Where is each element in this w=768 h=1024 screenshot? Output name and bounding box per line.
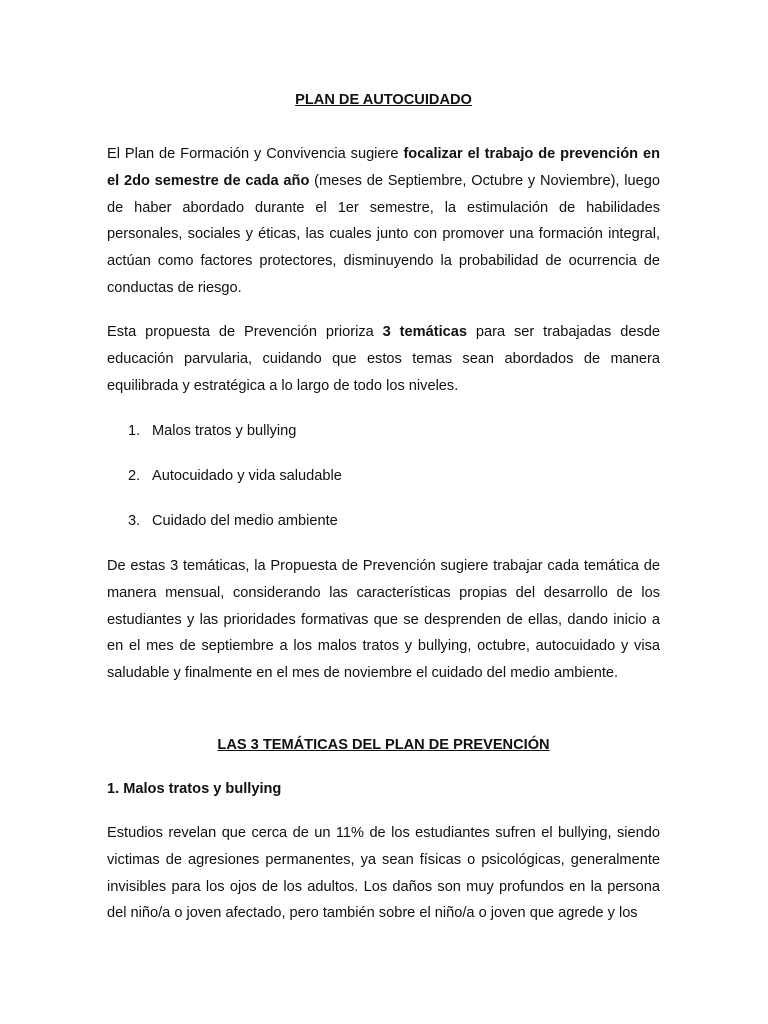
paragraph-intro-text-end: (meses de Septiembre, Octubre y Noviembre), luego de haber abordado durante el 1er semestre, la estimulación de habilidades personales, sociales y éticas, las cuales junto con promover una formación integral, actúan como factores protectores, disminuyendo la probabilidad de ocurrencia de conductas de riesgo. [107, 172, 660, 296]
paragraph-intro [107, 141, 660, 302]
paragraph-bullying: Estudios revelan que cerca de un 11% de los estudiantes sufren el bullying, siendo victimas de agresiones permanentes, ya sean físicas o psicológicas, generalmente invisibles para los ojos de los adultos. Los daños son muy profundos en la persona del niño/a o joven afectado, pero también sobre el niño/a o joven que agrede y los [107, 825, 660, 922]
section-title: LAS 3 TEMÁTICAS DEL PLAN DE PREVENCIÓN [217, 737, 550, 753]
list-item [128, 468, 342, 484]
list-item [128, 513, 338, 529]
list-item-number: 2. [128, 468, 141, 484]
list-item-text: Malos tratos y bullying [152, 423, 297, 439]
paragraph-schedule: De estas 3 temáticas, la Propuesta de Prevención sugiere trabajar cada temática de manera mensual, considerando las características propias del desarrollo de los estudiantes y las prioridades formativas que se desprenden de ellas, dando inicio a en el mes de septiembre a los malos tratos y bullying, octubre, autocuidado y visa saludable y finalmente en el mes de noviembre el cuidado del medio ambiente. [107, 558, 660, 682]
document-title: PLAN DE AUTOCUIDADO [295, 92, 472, 108]
list-item [128, 423, 296, 439]
paragraph-proposal [107, 319, 660, 399]
paragraph-intro-bold: focalizar el trabajo de prevención en el 2do semestre de cada año [107, 146, 660, 189]
list-item-number: 3. [128, 513, 141, 529]
paragraph-intro-text: El Plan de Formación y Convivencia sugiere [107, 146, 404, 162]
list-item-number: 1. [128, 423, 141, 439]
paragraph-proposal-text: Esta propuesta de Prevención prioriza [107, 324, 383, 340]
paragraph-proposal-bold: 3 temáticas [382, 324, 468, 340]
paragraph-proposal-text-end: para ser trabajadas desde educación parvularia, cuidando que estos temas sean abordados de manera equilibrada y estratégica a lo largo de todo los niveles. [107, 324, 660, 394]
list-item-text: Autocuidado y vida saludable [152, 468, 342, 484]
section-heading: 1. Malos tratos y bullying [107, 781, 282, 797]
list-item-text: Cuidado del medio ambiente [152, 513, 338, 529]
